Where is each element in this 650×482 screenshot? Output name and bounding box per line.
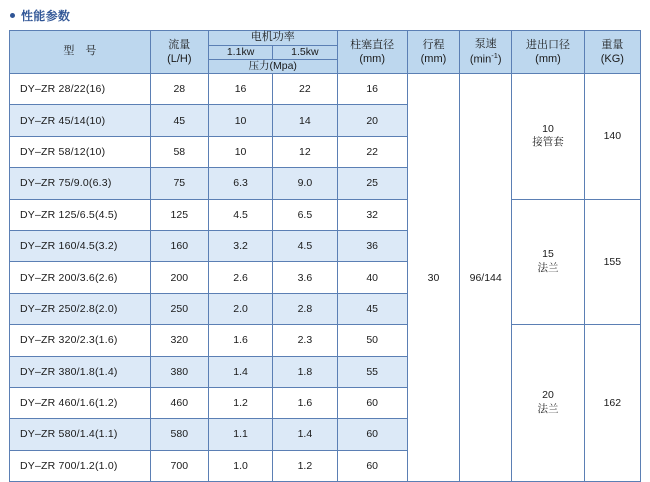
header-plunger-unit: (mm)	[359, 53, 385, 65]
header-power-1-5kw: 1.5kw	[273, 45, 337, 59]
cell-plunger-diameter: 20	[337, 105, 407, 136]
cell-flow: 320	[150, 325, 208, 356]
cell-pressure-1-5kw: 2.3	[273, 325, 337, 356]
header-flow	[150, 31, 208, 74]
cell-plunger-diameter: 60	[337, 450, 407, 481]
cell-flow: 58	[150, 136, 208, 167]
cell-flow: 580	[150, 419, 208, 450]
cell-flow: 45	[150, 105, 208, 136]
header-row-1	[10, 31, 641, 46]
cell-model: DY–ZR 75/9.0(6.3)	[10, 168, 151, 199]
header-motor-power: 电机功率	[208, 31, 337, 46]
table-body	[10, 74, 641, 482]
header-weight-label: 重量	[601, 38, 624, 51]
cell-pressure-1-1kw: 10	[208, 136, 272, 167]
cell-model: DY–ZR 700/1.2(1.0)	[10, 450, 151, 481]
cell-model: DY–ZR 580/1.4(1.1)	[10, 419, 151, 450]
cell-pressure-1-5kw: 1.8	[273, 356, 337, 387]
cell-plunger-diameter: 22	[337, 136, 407, 167]
header-port-diameter	[512, 31, 584, 74]
header-plunger-diameter	[337, 31, 407, 74]
cell-flow: 200	[150, 262, 208, 293]
cell-pressure-1-5kw: 9.0	[273, 168, 337, 199]
cell-weight-2: 155	[584, 199, 640, 325]
cell-flow: 28	[150, 74, 208, 105]
cell-pressure-1-1kw: 1.4	[208, 356, 272, 387]
cell-pressure-1-5kw: 22	[273, 74, 337, 105]
header-pump-speed-unit-base: (min	[469, 53, 492, 66]
cell-plunger-diameter: 60	[337, 387, 407, 418]
header-port-label: 进出口径	[525, 38, 570, 51]
cell-port-type-1: 接管套	[532, 136, 564, 149]
cell-pressure-1-5kw: 2.8	[273, 293, 337, 324]
table-header	[10, 31, 641, 74]
cell-pressure-1-5kw: 1.2	[273, 450, 337, 481]
cell-pressure-1-5kw: 3.6	[273, 262, 337, 293]
header-pump-speed-unit-end: )	[497, 53, 502, 66]
cell-port-group-2	[512, 199, 584, 325]
header-flow-label: 流量	[168, 38, 191, 51]
table-row	[10, 199, 641, 230]
header-plunger-label: 柱塞直径	[350, 38, 395, 51]
cell-plunger-diameter: 32	[337, 199, 407, 230]
cell-model: DY–ZR 160/4.5(3.2)	[10, 230, 151, 261]
cell-pressure-1-1kw: 1.6	[208, 325, 272, 356]
cell-pressure-1-5kw: 1.4	[273, 419, 337, 450]
cell-pressure-1-5kw: 6.5	[273, 199, 337, 230]
cell-pressure-1-5kw: 4.5	[273, 230, 337, 261]
cell-pressure-1-5kw: 12	[273, 136, 337, 167]
cell-flow: 700	[150, 450, 208, 481]
header-stroke	[407, 31, 459, 74]
cell-port-type-2: 法兰	[537, 261, 559, 274]
cell-port-size-1: 10	[542, 122, 554, 135]
cell-pressure-1-1kw: 16	[208, 74, 272, 105]
table-row	[10, 74, 641, 105]
header-model: 型 号	[10, 31, 151, 74]
cell-port-group-3	[512, 325, 584, 482]
cell-pressure-1-1kw: 6.3	[208, 168, 272, 199]
performance-parameters-table	[9, 30, 641, 482]
cell-model: DY–ZR 460/1.6(1.2)	[10, 387, 151, 418]
cell-pressure-1-1kw: 1.2	[208, 387, 272, 418]
cell-flow: 125	[150, 199, 208, 230]
section-title-text: 性能参数	[21, 9, 71, 23]
cell-pressure-1-1kw: 1.0	[208, 450, 272, 481]
cell-plunger-diameter: 50	[337, 325, 407, 356]
header-pressure-unit: 压力(Mpa)	[208, 59, 337, 73]
cell-pressure-1-1kw: 4.5	[208, 199, 272, 230]
cell-port-type-3: 法兰	[537, 403, 559, 416]
header-pump-speed-label: 泵速	[474, 37, 497, 50]
cell-plunger-diameter: 16	[337, 74, 407, 105]
header-stroke-label: 行程	[422, 38, 445, 51]
cell-pressure-1-1kw: 2.0	[208, 293, 272, 324]
cell-weight-1: 140	[584, 74, 640, 200]
cell-plunger-diameter: 55	[337, 356, 407, 387]
cell-flow: 75	[150, 168, 208, 199]
cell-port-size-2: 15	[542, 248, 554, 261]
cell-model: DY–ZR 58/12(10)	[10, 136, 151, 167]
cell-pressure-1-5kw: 14	[273, 105, 337, 136]
cell-stroke-merged: 30	[407, 74, 459, 482]
cell-flow: 160	[150, 230, 208, 261]
cell-plunger-diameter: 40	[337, 262, 407, 293]
cell-model: DY–ZR 320/2.3(1.6)	[10, 325, 151, 356]
cell-pressure-1-1kw: 10	[208, 105, 272, 136]
cell-flow: 460	[150, 387, 208, 418]
cell-model: DY–ZR 380/1.8(1.4)	[10, 356, 151, 387]
cell-plunger-diameter: 25	[337, 168, 407, 199]
header-pump-speed-unit	[460, 51, 511, 67]
cell-pressure-1-1kw: 1.1	[208, 419, 272, 450]
cell-pressure-1-1kw: 2.6	[208, 262, 272, 293]
cell-pressure-1-1kw: 3.2	[208, 230, 272, 261]
cell-model: DY–ZR 45/14(10)	[10, 105, 151, 136]
header-flow-unit: (L/H)	[167, 53, 192, 65]
cell-plunger-diameter: 36	[337, 230, 407, 261]
cell-pump-speed-merged: 96/144	[460, 74, 512, 482]
cell-plunger-diameter: 60	[337, 419, 407, 450]
cell-model: DY–ZR 200/3.6(2.6)	[10, 262, 151, 293]
header-weight	[584, 31, 640, 74]
header-pump-speed-unit-sup: -1	[491, 51, 498, 61]
cell-flow: 250	[150, 293, 208, 324]
cell-weight-3: 162	[584, 325, 640, 482]
cell-port-group-1	[512, 74, 584, 200]
header-weight-unit: (KG)	[600, 53, 624, 65]
header-pump-speed	[460, 31, 512, 74]
cell-flow: 380	[150, 356, 208, 387]
cell-model: DY–ZR 250/2.8(2.0)	[10, 293, 151, 324]
section-title	[0, 0, 650, 30]
cell-pressure-1-5kw: 1.6	[273, 387, 337, 418]
header-port-unit: (mm)	[535, 53, 561, 65]
table-row	[10, 325, 641, 356]
cell-model: DY–ZR 28/22(16)	[10, 74, 151, 105]
cell-model: DY–ZR 125/6.5(4.5)	[10, 199, 151, 230]
cell-port-size-3: 20	[542, 389, 554, 402]
header-stroke-unit: (mm)	[420, 53, 447, 65]
bullet-icon	[10, 13, 15, 18]
cell-plunger-diameter: 45	[337, 293, 407, 324]
header-power-1-1kw: 1.1kw	[208, 45, 272, 59]
